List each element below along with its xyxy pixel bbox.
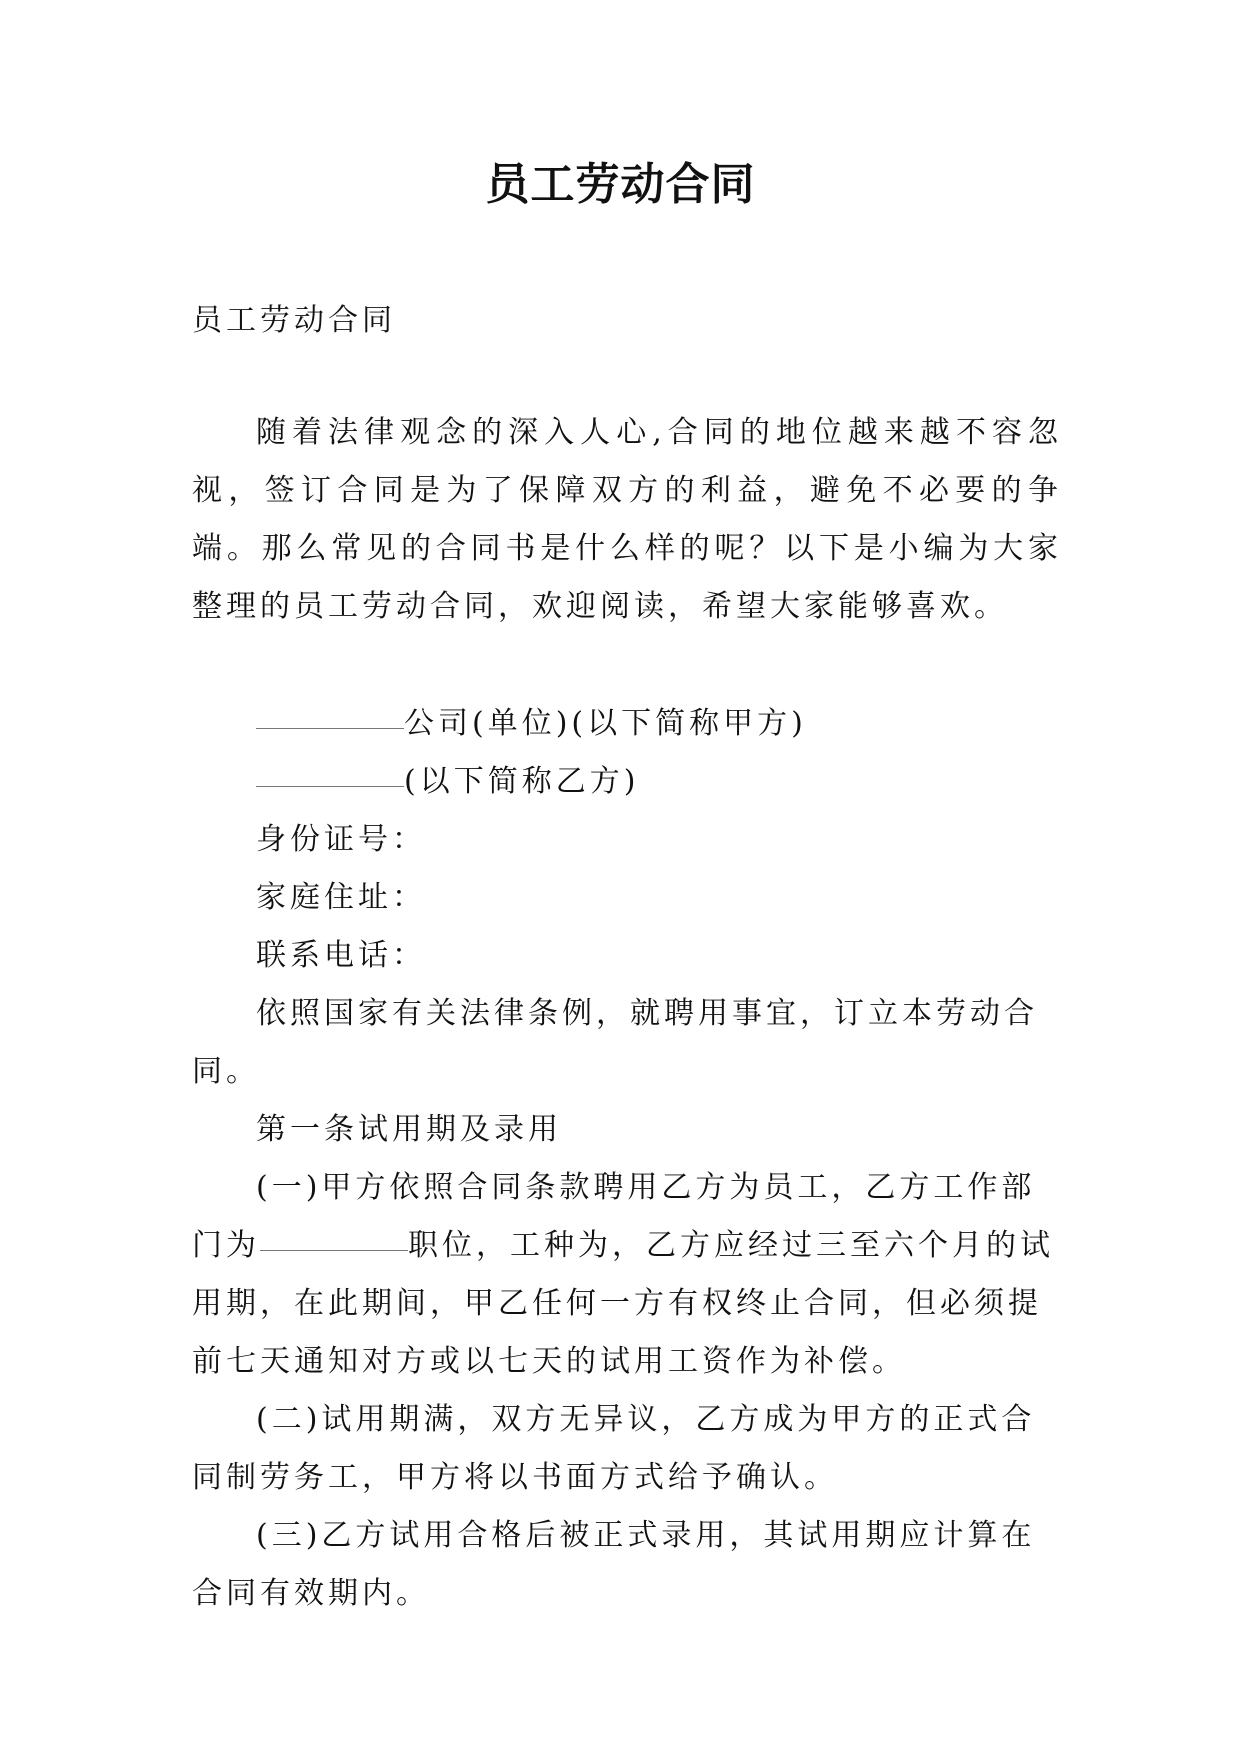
clause-1-part2: 职位，工种为，乙方应经过三至六个月的试用期，在此期间，甲乙任何一方有权终止合同，但必须提前七天通知对方或以七天的试用工资作为补偿。 (192, 1228, 1054, 1379)
position-blank (260, 1250, 408, 1251)
clause-1-part1: (一)甲方依照合同条款聘用乙方为员工，乙方工作部门为 (192, 1170, 1036, 1263)
party-b-blank (256, 786, 404, 787)
clause-2: (二)试用期满，双方无异议，乙方成为甲方的正式合同制劳务工，甲方将以书面方式给予确认。 (192, 1402, 1036, 1495)
party-a-label: 公司(单位)(以下简称甲方) (404, 706, 807, 741)
document-title: 员工劳动合同 (485, 159, 756, 210)
party-b-line (192, 753, 1062, 811)
intro-paragraph: 随着法律观念的深入人心,合同的地位越来越不容忽视，签订合同是为了保障双方的利益，避免不必要的争端。那么常见的合同书是什么样的呢？以下是小编为大家整理的员工劳动合同，欢迎阅读，希望大家能够喜欢。 (192, 415, 1062, 624)
basis-line: 依照国家有关法律条例，就聘用事宜，订立本劳动合同。 (192, 996, 1038, 1089)
clause-3: (三)乙方试用合格后被正式录用，其试用期应计算在合同有效期内。 (192, 1518, 1036, 1611)
party-a-line (192, 695, 1062, 753)
party-b-label: (以下简称乙方) (404, 764, 640, 799)
document-subtitle: 员工劳动合同 (192, 303, 396, 338)
article1-heading: 第一条试用期及录用 (256, 1112, 562, 1147)
party-a-blank (256, 728, 404, 729)
home-address-line: 家庭住址： (256, 880, 426, 915)
contract-body (192, 695, 1062, 1623)
clause-1 (192, 1159, 1062, 1391)
id-number-line: 身份证号： (256, 822, 426, 857)
phone-line: 联系电话： (256, 938, 426, 973)
